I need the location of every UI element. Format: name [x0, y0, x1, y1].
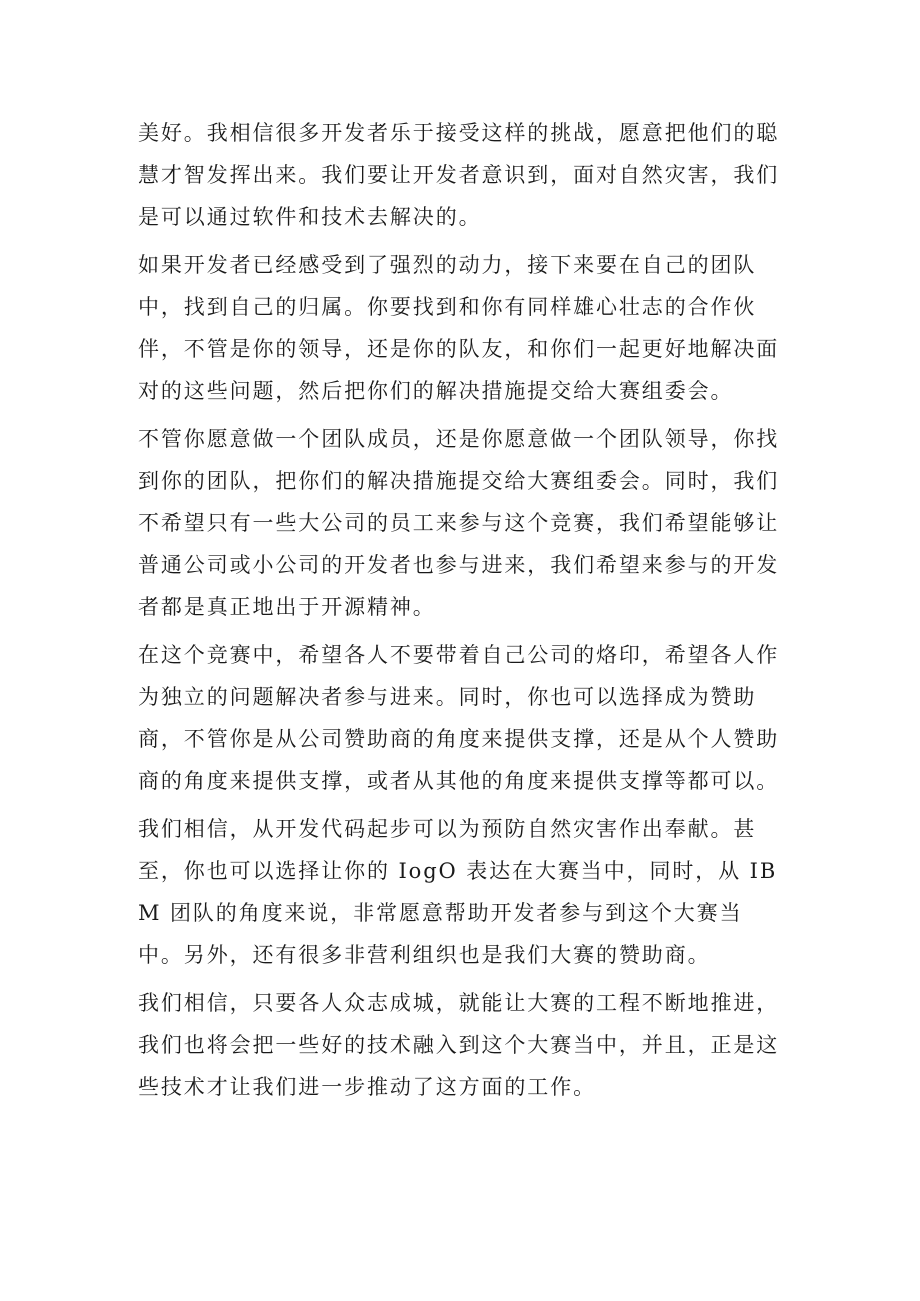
paragraph: 在这个竞赛中，希望各人不要带着自己公司的烙印，希望各人作为独立的问题解决者参与进来。同时，你也可以选择成为赞助商，不管你是从公司赞助商的角度来提供支撑，还是从个人赞助商的角度来提供支撑，或者从其他的角度来提供支撑等都可以。: [138, 643, 780, 793]
paragraph: 我们相信，只要各人众志成城，就能让大赛的工程不断地推进，我们也将会把一些好的技术融入到这个大赛当中，并且，正是这些技术才让我们进一步推动了这方面的工作。: [138, 991, 780, 1099]
paragraph: 如果开发者已经感受到了强烈的动力，接下来要在自己的团队中，找到自己的归属。你要找到和你有同样雄心壮志的合作伙伴，不管是你的领导，还是你的队友，和你们一起更好地解决面对的这些问题，然后把你们的解决措施提交给大赛组委会。: [138, 253, 780, 403]
document-body: [138, 112, 788, 1114]
paragraph: 不管你愿意做一个团队成员，还是你愿意做一个团队领导，你找到你的团队，把你们的解决措施提交给大赛组委会。同时，我们不希望只有一些大公司的员工来参与这个竞赛，我们希望能够让普通公司或小公司的开发者也参与进来，我们希望来参与的开发者都是真正地出于开源精神。: [138, 427, 780, 619]
paragraph: 美好。我相信很多开发者乐于接受这样的挑战，愿意把他们的聪慧才智发挥出来。我们要让开发者意识到，面对自然灾害，我们是可以通过软件和技术去解决的。: [138, 121, 780, 229]
paragraph: 我们相信，从开发代码起步可以为预防自然灾害作出奉献。甚至，你也可以选择让你的 IogO 表达在大赛当中，同时，从 IBM 团队的角度来说，非常愿意帮助开发者参与到这个大赛当中。另外，还有很多非营利组织也是我们大赛的赞助商。: [138, 817, 778, 967]
